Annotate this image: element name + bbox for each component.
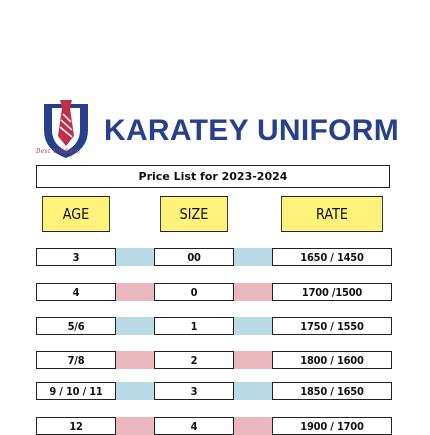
header-age: AGE [42,196,110,232]
cell-size: 00 [154,248,234,266]
cell-size: 4 [154,417,234,435]
cell-rate: 1700 /1500 [272,283,392,301]
table-row [36,417,392,435]
cell-rate: 1750 / 1550 [272,317,392,335]
cell-age: 4 [36,283,116,301]
cell-rate: 1650 / 1450 [272,248,392,266]
header-size: SIZE [160,196,228,232]
cell-age: 7/8 [36,351,116,369]
cell-size: 3 [154,382,234,400]
cell-size: 2 [154,351,234,369]
cell-age: 9 / 10 / 11 [36,382,116,400]
cell-rate: 1800 / 1600 [272,351,392,369]
cell-size: 1 [154,317,234,335]
cell-age: 5/6 [36,317,116,335]
table-row [36,283,392,301]
cell-rate: 1850 / 1650 [272,382,392,400]
header-rate: RATE [281,196,383,232]
price-list-subtitle: Price List for 2023-2024 [36,165,390,188]
table-row [36,351,392,369]
table-row [36,382,392,400]
table-row [36,317,392,335]
table-row [36,248,392,266]
logo-script-text: Best Uniform [36,148,81,155]
page-title: KARATEY UNIFORM [104,114,400,147]
cell-rate: 1900 / 1700 [272,417,392,435]
cell-age: 12 [36,417,116,435]
cell-age: 3 [36,248,116,266]
cell-size: 0 [154,283,234,301]
